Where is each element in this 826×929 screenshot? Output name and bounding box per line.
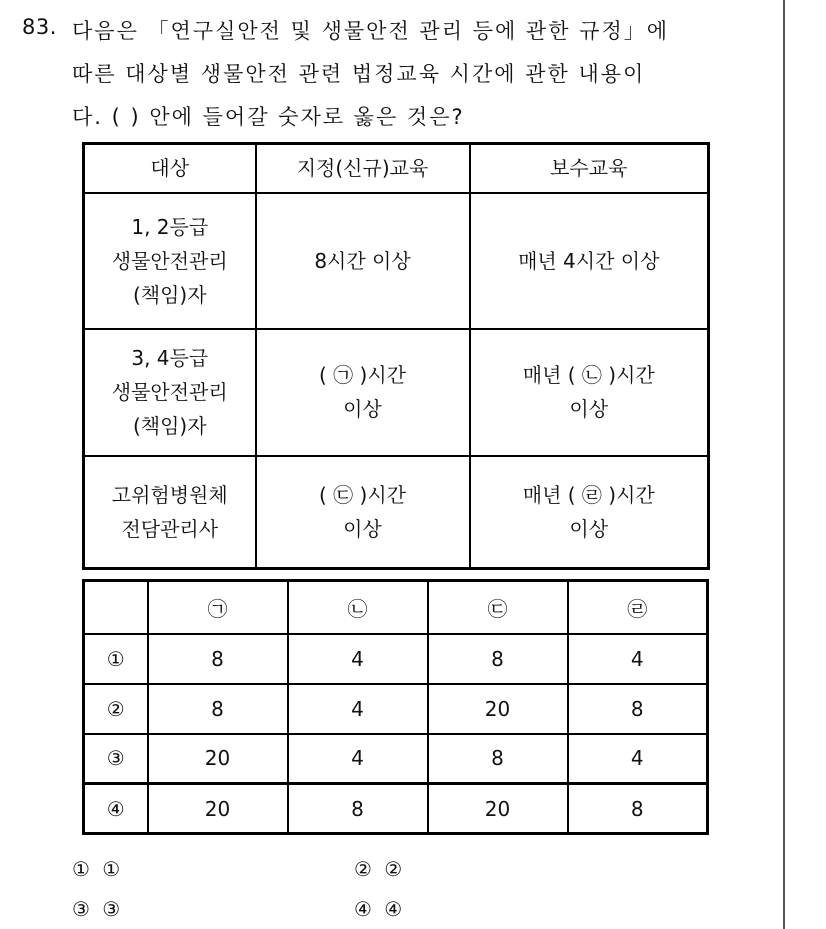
choice-value: 8 bbox=[568, 684, 708, 734]
choice-value: 8 bbox=[428, 634, 568, 684]
header-initial-education: 지정(신규)교육 bbox=[256, 144, 470, 193]
refresher-hours-cell: 매년 ( ㉣ )시간 이상 bbox=[470, 456, 709, 569]
answer-option-1[interactable]: ① ① bbox=[72, 857, 124, 881]
choice-row bbox=[84, 734, 708, 784]
choice-value: 20 bbox=[148, 734, 288, 784]
choice-value: 4 bbox=[568, 734, 708, 784]
choice-value: 20 bbox=[148, 784, 288, 834]
choice-label: ④ bbox=[84, 784, 148, 834]
target-cell: 3, 4등급 생물안전관리 (책임)자 bbox=[84, 329, 256, 456]
choice-label: ① bbox=[84, 634, 148, 684]
table-row bbox=[84, 193, 709, 329]
refresher-hours-cell: 매년 ( ㉡ )시간 이상 bbox=[470, 329, 709, 456]
education-hours-table bbox=[82, 142, 710, 570]
target-cell: 1, 2등급 생물안전관리 (책임)자 bbox=[84, 193, 256, 329]
header-nieun: ㉡ bbox=[288, 581, 428, 634]
initial-hours-cell: ( ㉠ )시간 이상 bbox=[256, 329, 470, 456]
header-target: 대상 bbox=[84, 144, 256, 193]
choice-value: 8 bbox=[568, 784, 708, 834]
choice-label: ③ bbox=[84, 734, 148, 784]
target-cell: 고위험병원체 전담관리사 bbox=[84, 456, 256, 569]
header-giyeok: ㉠ bbox=[148, 581, 288, 634]
choices-table bbox=[82, 579, 709, 835]
column-divider-line bbox=[783, 0, 785, 929]
choice-value: 20 bbox=[428, 784, 568, 834]
choice-row bbox=[84, 684, 708, 734]
initial-hours-cell: ( ㉢ )시간 이상 bbox=[256, 456, 470, 569]
choice-value: 4 bbox=[568, 634, 708, 684]
question-text-line-2: 따른 대상별 생물안전 관련 법정교육 시간에 관한 내용이 bbox=[72, 62, 646, 86]
choice-value: 20 bbox=[428, 684, 568, 734]
choice-row bbox=[84, 784, 708, 834]
question-text-line-3: 다. ( ) 안에 들어갈 숫자로 옳은 것은? bbox=[72, 105, 465, 129]
header-blank bbox=[84, 581, 148, 634]
choices-header-row bbox=[84, 581, 708, 634]
choice-value: 8 bbox=[428, 734, 568, 784]
choice-value: 8 bbox=[148, 684, 288, 734]
answer-option-2[interactable]: ② ② bbox=[354, 857, 406, 881]
header-rieul: ㉣ bbox=[568, 581, 708, 634]
choice-value: 8 bbox=[148, 634, 288, 684]
initial-hours-cell: 8시간 이상 bbox=[256, 193, 470, 329]
answer-option-3[interactable]: ③ ③ bbox=[72, 897, 124, 921]
header-digeut: ㉢ bbox=[428, 581, 568, 634]
choice-value: 4 bbox=[288, 634, 428, 684]
answer-option-4[interactable]: ④ ④ bbox=[354, 897, 406, 921]
question-number: 83. bbox=[22, 15, 57, 39]
header-refresher-education: 보수교육 bbox=[470, 144, 709, 193]
table-header-row bbox=[84, 144, 709, 193]
choice-value: 4 bbox=[288, 734, 428, 784]
choice-row bbox=[84, 634, 708, 684]
table-row bbox=[84, 456, 709, 569]
question-text-line-1: 다음은 「연구실안전 및 생물안전 관리 등에 관한 규정」에 bbox=[72, 19, 670, 43]
choice-value: 4 bbox=[288, 684, 428, 734]
table-row bbox=[84, 329, 709, 456]
refresher-hours-cell: 매년 4시간 이상 bbox=[470, 193, 709, 329]
choice-value: 8 bbox=[288, 784, 428, 834]
choice-label: ② bbox=[84, 684, 148, 734]
